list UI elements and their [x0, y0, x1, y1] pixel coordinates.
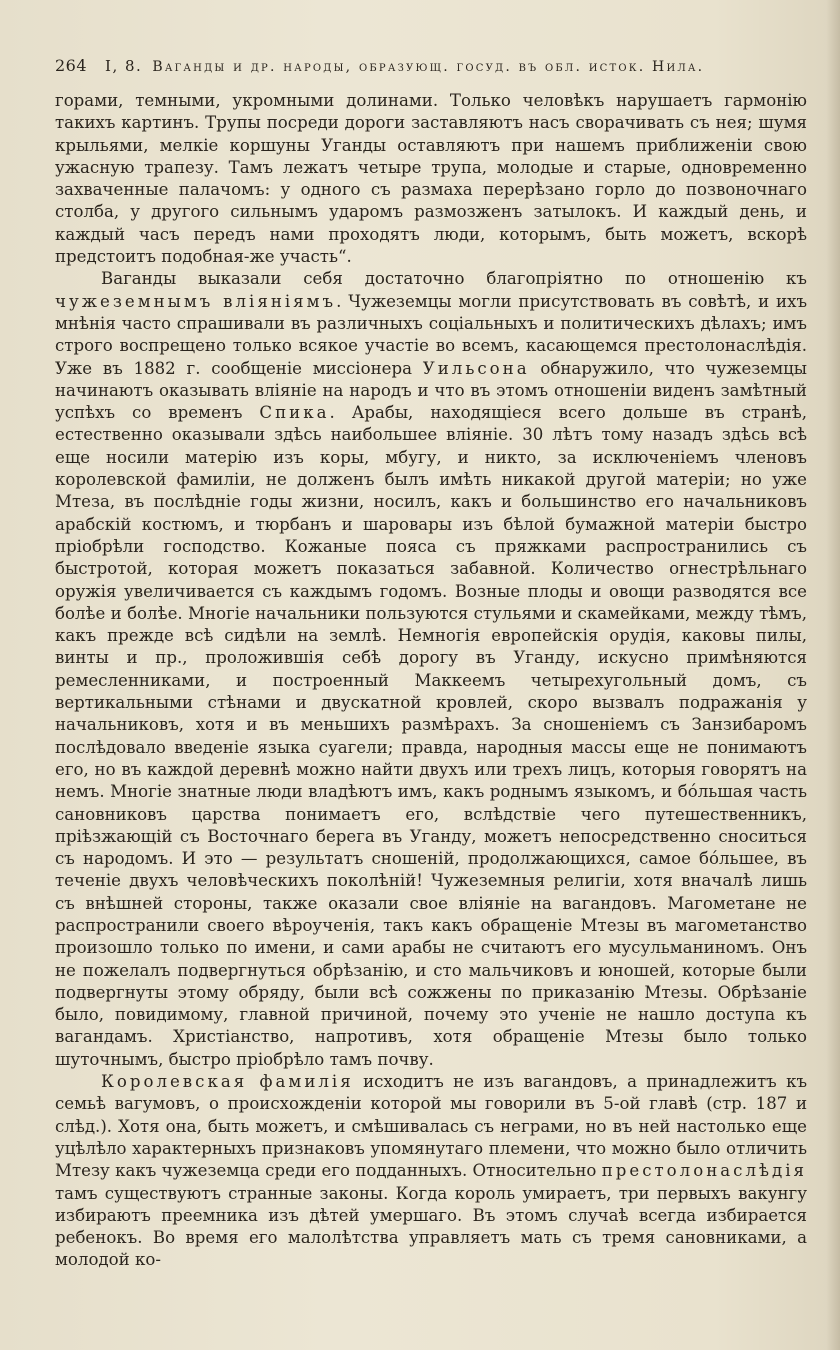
emphasis-royal-family: Королевская фамилія [101, 1072, 354, 1092]
emphasis-succession: престолонаслѣдія [601, 1161, 807, 1181]
paragraph-3-part-d: тамъ существуютъ странные законы. Когда король умираетъ, три первыхъ вакунгу избираютъ преемника изъ дѣтей умершаго. Въ этомъ случаѣ всегда избирается ребенокъ. Во время его малолѣтства управляетъ мать съ тремя сановниками, а молодой ко- [55, 1183, 807, 1270]
paragraph-2-part-e: обнаружило, что чужеземцы начинаютъ оказывать вліяніе на народъ и что въ этомъ отношеніи виденъ замѣтный успѣхъ со временъ [55, 358, 807, 423]
paragraph-2-part-c: . Чужеземцы могли присутствовать въ совѣтѣ, и ихъ мнѣнія часто спрашивали въ различныхъ соціальныхъ и политическихъ дѣлахъ; имъ строго воспрещено только всякое участіе во всемъ, касающемся престолонаслѣдія. Уже въ 1882 г. сообщеніе миссіонера [55, 291, 808, 378]
emphasis-wilson: Уильсона [422, 358, 530, 378]
paragraph-2-part-a: Ваганды выказали себя достаточно благопріятно по отношенію къ [101, 269, 807, 289]
section-mark: I, 8. [105, 57, 143, 75]
paragraph-3 [55, 1071, 807, 1272]
emphasis-speke: Спика [259, 403, 330, 423]
body-text [55, 90, 807, 1272]
emphasis-foreign-influences: чужеземнымъ вліяніямъ [55, 291, 337, 311]
page-number: 264 [55, 56, 88, 75]
paragraph-2 [55, 268, 807, 1071]
paragraph-3-part-b: исходитъ не изъ вагандовъ, а принадлежитъ къ семьѣ вагумовъ, о происхожденіи которой мы говорили въ 5-ой главѣ (стр. 187 и слѣд.). Хотя она, быть можетъ, и смѣшивалась съ неграми, но въ ней настолько еще уцѣлѣло характерныхъ признаковъ упомянутаго племени, что можно было отличить Мтезу какъ чужеземца среди его подданныхъ. Относительно [55, 1072, 807, 1181]
running-header [55, 56, 800, 75]
paragraph-1: горами, темными, укромными долинами. Только человѣкъ нарушаетъ гармонію такихъ картинъ. Трупы посреди дороги заставляютъ насъ сворачивать съ нея; шумя крыльями, мелкіе коршуны Уганды оставляютъ при нашемъ приближеніи свою ужасную трапезу. Тамъ лежатъ четыре трупа, молодые и старые, одновременно захваченные палачомъ: у одного съ размаха перерѣзано горло до позвоночнаго столба, у другого сильнымъ ударомъ размозженъ затылокъ. И каждый день, и каждый часъ передъ нами проходятъ люди, которымъ, быть можетъ, вскорѣ предстоитъ подобная-же участь“. [55, 91, 807, 267]
paragraph-2-part-g: . Арабы, находящіеся всего дольше въ странѣ, естественно оказывали здѣсь наибольшее вліяніе. 30 лѣтъ тому назадъ здѣсь всѣ еще носили матерію изъ коры, мбугу, и никто, за исключеніемъ членовъ королевской фамиліи, не долженъ былъ имѣть никакой другой матеріи; но уже Мтеза, въ послѣдніе годы жизни, носилъ, какъ и большинство его начальниковъ арабскій костюмъ, и тюрбанъ и шаровары изъ бѣлой бумажной матеріи быстро пріобрѣли господство. Кожаные пояса съ пряжками распространились съ быстротой, которая можетъ показаться забавной. Количество огнестрѣльнаго оружія увеличивается съ каждымъ годомъ. Возные плоды и овощи разводятся все болѣе и болѣе. Многіе начальники пользуются стульями и скамейками, между тѣмъ, какъ прежде всѣ сидѣли на землѣ. Немногія европейскія орудія, каковы пилы, винты и пр., проложившія себѣ дорогу въ Уганду, искусно примѣняются ремесленниками, и построенный Маккеемъ четырехугольный домъ, съ вертикальными стѣнами и двускатной кровлей, скоро вызвалъ подражанія у начальниковъ, хотя и въ меньшихъ размѣрахъ. За сношеніемъ съ Занзибаромъ послѣдовало введеніе языка суагели; правда, народныя массы еще не понимаютъ его, но въ каждой деревнѣ можно найти двухъ или трехъ лицъ, которыя говорятъ на немъ. Многіе знатные люди владѣютъ имъ, какъ роднымъ языкомъ, и бóльшая часть сановниковъ царства понимаетъ его, вслѣдствіе чего путешественникъ, пріѣзжающій съ Восточнаго берега въ Уганду, можетъ непосредственно сноситься съ народомъ. И это — результатъ сношеній, продолжающихся, самое бóльшее, въ теченіе двухъ человѣческихъ поколѣній! Чужеземныя религіи, хотя вначалѣ лишь съ внѣшней стороны, также оказали свое вліяніе на вагандовъ. Магометане не распространили своего вѣроученія, такъ какъ обращеніе Мтезы въ магометанство произошло только по имени, и сами арабы не считаютъ его мусульманиномъ. Онъ не пожелалъ подвергнуться обрѣзанію, и сто мальчиковъ и юношей, которые были подвергнуты этому обряду, были всѣ сожжены по приказанію Мтезы. Обрѣзаніе было, повидимому, главной причиной, почему это ученіе не нашло доступа къ вагандамъ. Христіанство, напротивъ, хотя обращеніе Мтезы было только шуточнымъ, быстро пріобрѣло тамъ почву. [55, 403, 807, 1069]
running-title: Ваганды и др. народы, образующ. госуд. въ обл. исток. Нила. [152, 59, 705, 75]
